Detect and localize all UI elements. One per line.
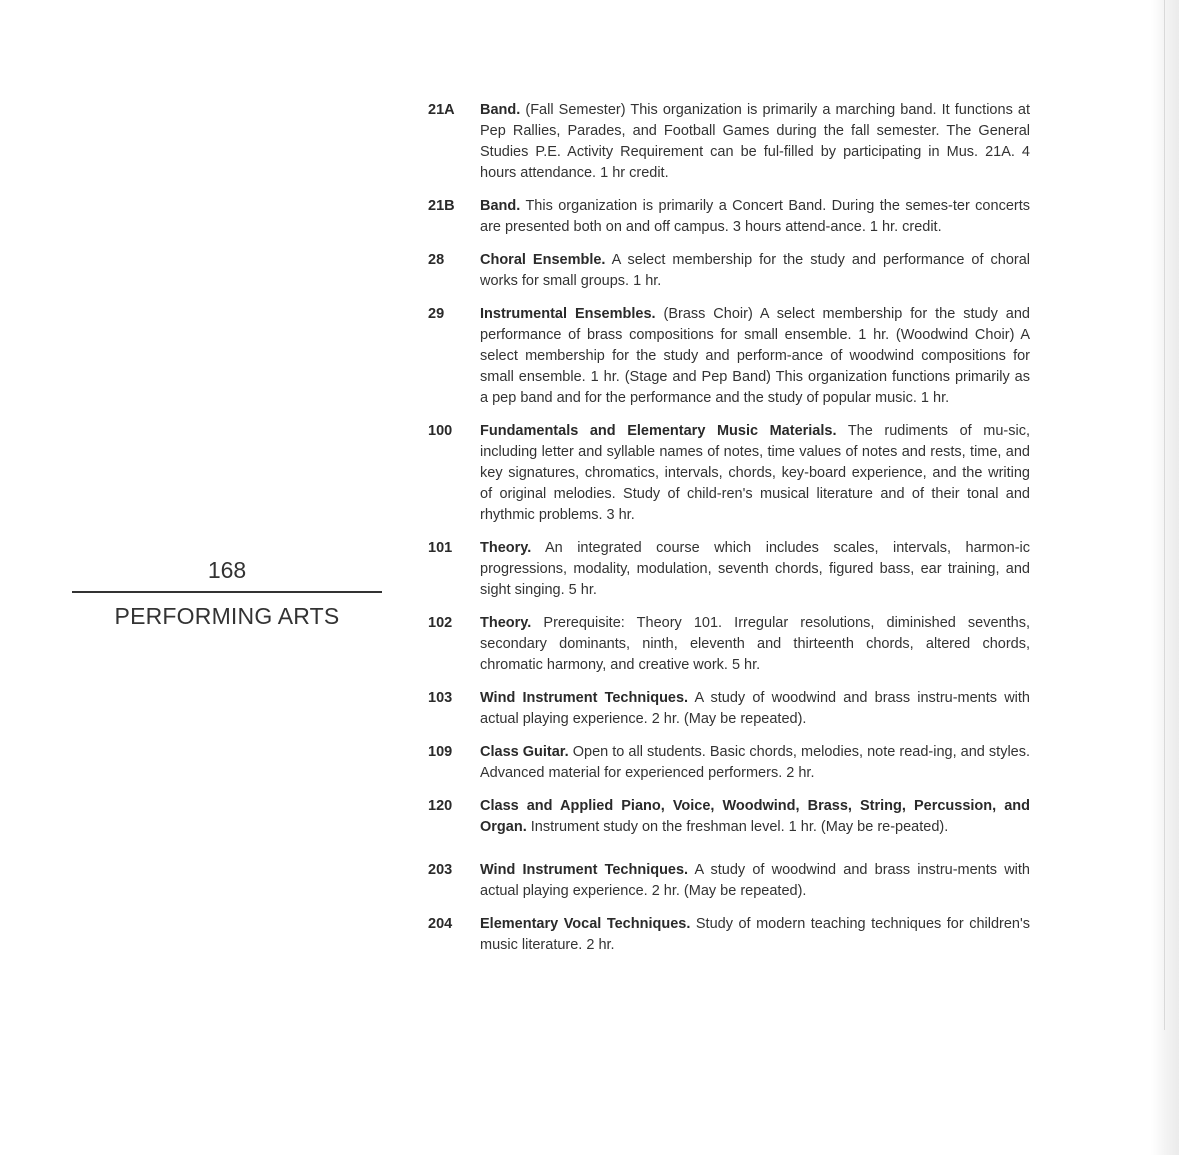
course-name: Class and Applied Piano, Voice, Woodwind, Brass, String, Percussion, and Organ. — [480, 798, 1030, 835]
course-text — [480, 538, 1030, 601]
course-name: Class Guitar. — [480, 744, 569, 760]
course-entry — [428, 742, 1030, 784]
course-entry — [428, 796, 1030, 838]
section-title: PERFORMING ARTS — [114, 603, 340, 629]
course-entry — [428, 250, 1030, 292]
course-text — [480, 796, 1030, 838]
course-name: Band. — [480, 102, 521, 118]
course-number: 29 — [428, 306, 445, 322]
course-text — [480, 742, 1030, 784]
course-text — [480, 100, 1030, 184]
course-text — [480, 613, 1030, 676]
course-number: 28 — [428, 252, 445, 268]
course-entry — [428, 538, 1030, 601]
course-entry — [428, 196, 1030, 238]
course-text — [480, 304, 1030, 409]
course-name: Wind Instrument Techniques. — [480, 862, 689, 878]
course-description: An integrated course which includes scales, intervals, harmon-ic progressions, modality, modulation, seventh chords, figured bass, ear training, and sight singing. 5 hr. — [480, 540, 1030, 598]
course-description: This organization is primarily a Concert Band. During the semes-ter concerts are presented both on and off campus. 3 hours attend-ance. 1 hr. credit. — [480, 198, 1030, 235]
course-text — [480, 196, 1030, 238]
course-number: 102 — [428, 615, 453, 631]
course-description: Instrument study on the freshman level. 1 hr. (May be re-peated). — [530, 819, 949, 835]
course-name: Choral Ensemble. — [480, 252, 606, 268]
page-edge-shadow — [1151, 0, 1179, 1155]
course-number: 204 — [428, 916, 453, 932]
page-edge-line — [1164, 0, 1165, 1030]
course-list — [428, 100, 1030, 968]
page-number: 168 — [207, 557, 247, 583]
course-number: 203 — [428, 862, 453, 878]
course-entry — [428, 860, 1030, 902]
course-number: 100 — [428, 423, 453, 439]
course-entry — [428, 613, 1030, 676]
course-description: (Brass Choir) A select membership for the study and performance of brass compositions for small ensemble. 1 hr. (Woodwind Choir) A select membership for the study and perform-ance of woodwind compositions for small ensemble. 1 hr. (Stage and Pep Band) This organization functions primarily as a pep band and for the performance and the study of popular music. 1 hr. — [480, 306, 1030, 406]
course-name: Wind Instrument Techniques. — [480, 690, 689, 706]
course-entry — [428, 421, 1030, 526]
course-number: 120 — [428, 798, 453, 814]
course-text — [480, 860, 1030, 902]
course-name: Elementary Vocal Techniques. — [480, 916, 691, 932]
course-description: Open to all students. Basic chords, melodies, note read-ing, and styles. Advanced material for experienced performers. 2 hr. — [480, 744, 1031, 781]
course-description: A study of woodwind and brass instru-ments with actual playing experience. 2 hr. (May be repeated). — [480, 862, 1030, 899]
course-text — [480, 250, 1030, 292]
course-text — [480, 688, 1030, 730]
course-description: (Fall Semester) This organization is primarily a marching band. It functions at Pep Rallies, Parades, and Football Games during the fall semester. The General Studies P.E. Activity Requirement can be ful-filled by participating in Mus. 21A. 4 hours attendance. 1 hr credit. — [480, 102, 1030, 181]
course-number: 103 — [428, 690, 453, 706]
course-name: Theory. — [480, 540, 532, 556]
course-entry — [428, 914, 1030, 956]
course-name: Fundamentals and Elementary Music Materials. — [480, 423, 837, 439]
course-description: A select membership for the study and performance of choral works for small groups. 1 hr. — [480, 252, 1031, 289]
course-description: Prerequisite: Theory 101. Irregular resolutions, diminished sevenths, secondary dominants, ninth, eleventh and thirteenth chords, altered chords, chromatic harmony, and creative work. 5 hr. — [480, 615, 1031, 673]
side-header — [72, 555, 382, 631]
header-rule — [72, 591, 382, 593]
course-description: A study of woodwind and brass instru-ments with actual playing experience. 2 hr. (May be repeated). — [480, 690, 1030, 727]
course-name: Band. — [480, 198, 521, 214]
course-text — [480, 421, 1030, 526]
course-name: Instrumental Ensembles. — [480, 306, 656, 322]
course-entry — [428, 304, 1030, 409]
course-text — [480, 914, 1030, 956]
course-number: 109 — [428, 744, 453, 760]
course-description: The rudiments of mu-sic, including letter and syllable names of notes, time values of notes and rests, time, and key signatures, chromatics, intervals, chords, key-board experience, and the writing of original melodies. Study of child-ren's musical literature and of their tonal and rhythmic problems. 3 hr. — [480, 423, 1030, 523]
course-entry — [428, 688, 1030, 730]
course-description: Study of modern teaching techniques for children's music literature. 2 hr. — [480, 916, 1031, 953]
course-number: 101 — [428, 540, 453, 556]
course-number: 21B — [428, 198, 455, 214]
course-entry — [428, 100, 1030, 184]
course-name: Theory. — [480, 615, 532, 631]
course-number: 21A — [428, 102, 455, 118]
